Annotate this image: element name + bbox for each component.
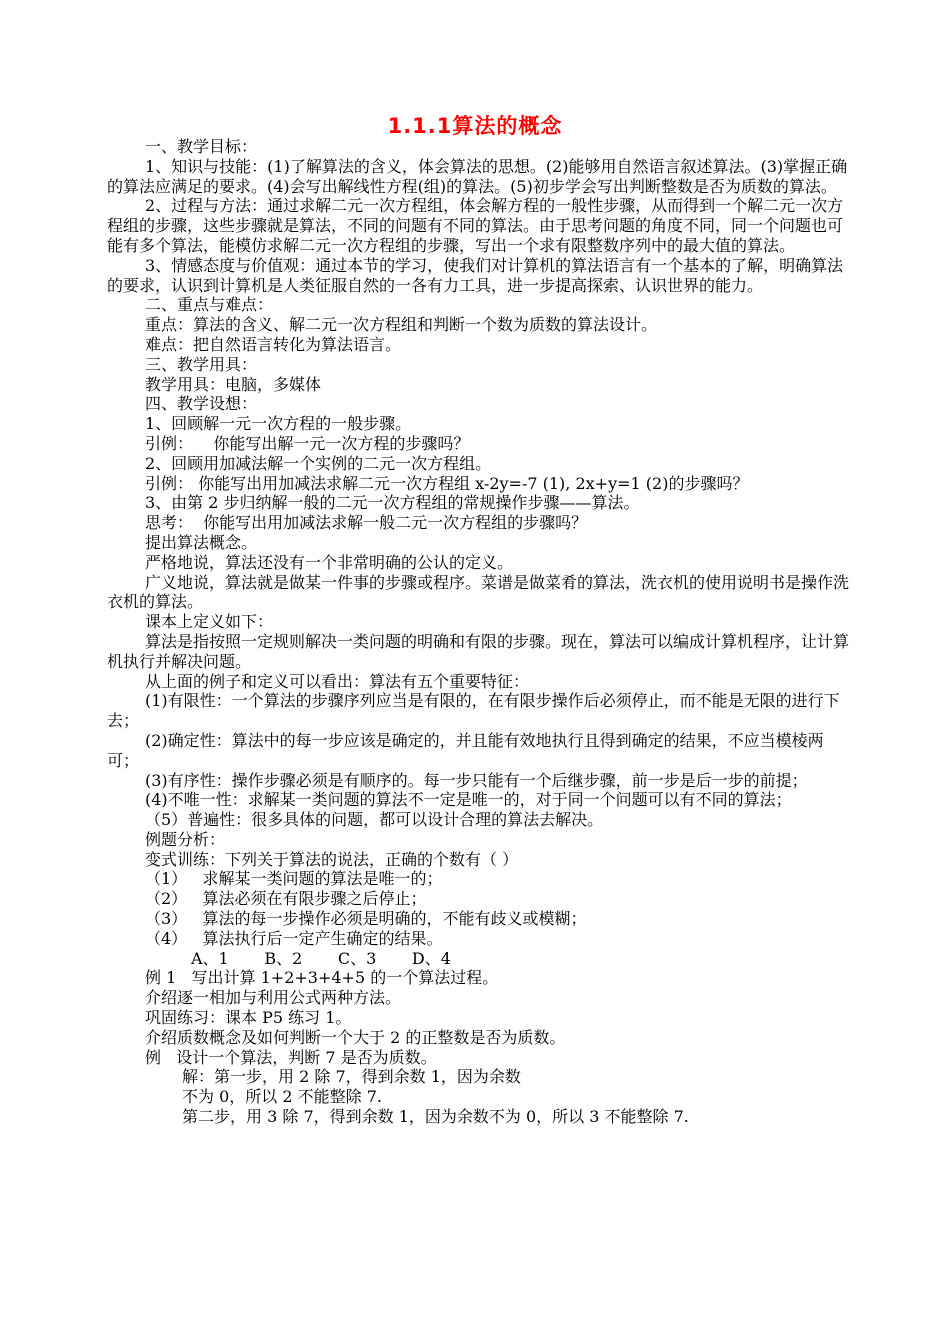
paragraph-example-2: 引例： 你能写出用加减法求解二元一次方程组 x-2y=-7 (1), 2x+y=1 (2)的步骤吗？ [145, 473, 749, 493]
section-heading-design: 四、教学设想： [145, 394, 258, 414]
paragraph-strict-definition: 严格地说，算法还没有一个非常明确的公认的定义。 [145, 552, 514, 572]
paragraph-textbook-definition-heading: 课本上定义如下： [145, 612, 274, 632]
paragraph-practice: 巩固练习：课本 P5 练习 1。 [145, 1008, 352, 1028]
paragraph-difficulty: 难点：把自然语言转化为算法语言。 [145, 334, 402, 354]
paragraph-tools: 教学用具：电脑，多媒体 [145, 374, 322, 394]
paragraph-textbook-definition: 算法是指按照一定规则解决一类问题的明确和有限的步骤。现在，算法可以编成计算机程序，让计算机执行并解决问题。 [107, 631, 850, 671]
section-heading-key-points: 二、重点与难点： [145, 295, 274, 315]
paragraph-example-sum: 例 1 写出计算 1+2+3+4+5 的一个算法过程。 [145, 968, 499, 988]
paragraph-five-features: 从上面的例子和定义可以看出：算法有五个重要特征： [145, 671, 530, 691]
feature-non-uniqueness: (4)不唯一性：求解某一类问题的算法不一定是唯一的，对于同一个问题可以有不同的算法； [145, 790, 792, 810]
paragraph-induce-algorithm: 3、由第 2 步归纳解一般的二元一次方程组的常规操作步骤——算法。 [145, 493, 640, 513]
paragraph-broad-definition: 广义地说，算法就是做某一件事的步骤或程序。菜谱是做菜肴的算法，洗衣机的使用说明书是操作洗衣机的算法。 [107, 572, 850, 612]
document-title: 1.1.1算法的概念 [387, 114, 563, 138]
exercise-statement-4: （4） 算法执行后一定产生确定的结果。 [145, 928, 443, 948]
section-heading-objectives: 一、教学目标： [145, 137, 258, 156]
paragraph-prime-concept: 介绍质数概念及如何判断一个大于 2 的正整数是否为质数。 [145, 1027, 566, 1047]
paragraph-process-method: 2、过程与方法：通过求解二元一次方程组，体会解方程的一般性步骤，从而得到一个解二元一次方程组的步骤，这些步骤就是算法，不同的问题有不同的算法。由于思考问题的角度不同，同一个问题也可能有多个算法，能模仿求解二元一次方程组的步骤，写出一个求有限整数序列中的最大值的算法。 [107, 196, 844, 255]
paragraph-example-prime: 例 设计一个算法，判断 7 是否为质数。 [145, 1047, 437, 1067]
paragraph-knowledge-skills: 1、知识与技能：(1)了解算法的含义，体会算法的思想。(2)能够用自然语言叙述算法。(3)掌握正确的算法应满足的要求。(4)会写出解线性方程(组)的算法。(5)初步学会写出判断整数是否为质数的算法。 [107, 156, 848, 196]
section-heading-tools: 三、教学用具： [145, 354, 258, 374]
feature-universality: （5）普遍性：很多具体的问题，都可以设计合理的算法去解决。 [145, 810, 604, 830]
feature-finiteness: (1)有限性：一个算法的步骤序列应当是有限的，在有限步操作后必须停止，而不能是无限的进行下去； [107, 691, 840, 731]
paragraph-example-1: 引例： 你能写出解一元一次方程的步骤吗？ [145, 433, 470, 453]
solution-step-1: 解：第一步，用 2 除 7，得到余数 1，因为余数 [182, 1067, 521, 1087]
exercise-statement-1: （1） 求解某一类问题的算法是唯一的； [145, 869, 443, 889]
paragraph-key-point: 重点：算法的含义、解二元一次方程组和判断一个数为质数的算法设计。 [145, 315, 658, 335]
paragraph-think: 思考： 你能写出用加减法求解一般二元一次方程组的步骤吗？ [145, 513, 588, 533]
exercise-statement-3: （3） 算法的每一步操作必须是明确的，不能有歧义或模糊； [145, 909, 587, 929]
paragraph-attitude-values: 3、情感态度与价值观：通过本节的学习，使我们对计算机的算法语言有一个基本的了解，明确算法的要求，认识到计算机是人类征服自然的一各有力工具，进一步提高探索、认识世界的能力。 [107, 255, 844, 295]
paragraph-variant-exercise: 变式训练：下列关于算法的说法，正确的个数有（ ） [145, 849, 519, 869]
paragraph-two-methods: 介绍逐一相加与利用公式两种方法。 [145, 988, 402, 1008]
exercise-statement-2: （2） 算法必须在有限步骤之后停止； [145, 889, 427, 909]
solution-step-1-continued: 不为 0，所以 2 不能整除 7. [182, 1087, 382, 1107]
feature-definiteness: (2)确定性：算法中的每一步应该是确定的，并且能有效地执行且得到确定的结果，不应当模棱两可； [107, 730, 824, 770]
paragraph-propose-concept: 提出算法概念。 [145, 532, 258, 552]
feature-order: (3)有序性：操作步骤必须是有顺序的。每一步只能有一个后继步骤，前一步是后一步的前提； [145, 770, 808, 790]
paragraph-review-linear: 1、回顾解一元一次方程的一般步骤。 [145, 414, 412, 434]
document-body [107, 137, 849, 1127]
exercise-choices: A、1 B、2 C、3 D、4 [191, 948, 451, 968]
paragraph-example-analysis: 例题分析： [145, 829, 226, 849]
paragraph-review-system: 2、回顾用加减法解一个实例的二元一次方程组。 [145, 453, 492, 473]
solution-step-2: 第二步，用 3 除 7，得到余数 1，因为余数不为 0，所以 3 不能整除 7. [182, 1107, 689, 1127]
